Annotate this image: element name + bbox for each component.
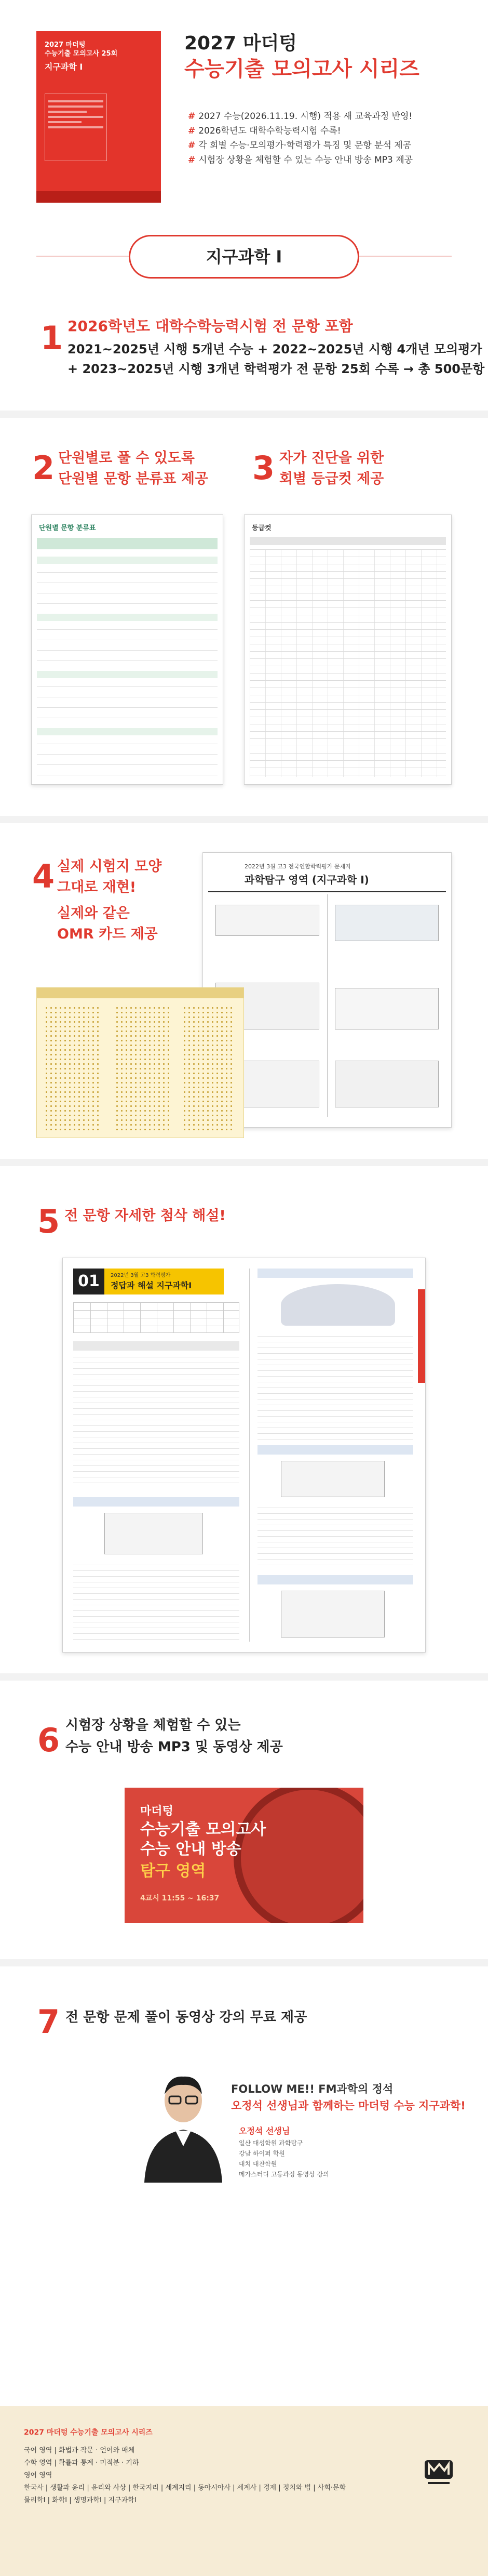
video-brand: 마더텅 [140, 1805, 173, 1818]
footer-line: 수학 영역 | 확률과 통계 · 미적분 · 기하 [24, 2459, 139, 2467]
section-3-number: 3 [252, 449, 275, 487]
section-2-number: 2 [32, 449, 55, 487]
answer-title: 정답과 해설 지구과학Ⅰ [111, 1280, 192, 1290]
section-3-line2: 회별 등급컷 제공 [279, 471, 384, 487]
section-1-number: 1 [40, 319, 63, 357]
section-1-title: 2026학년도 대학수학능력시험 전 문항 포함 [67, 318, 353, 335]
section-divider [0, 411, 488, 418]
teacher-career: 강남 하이퍼 학원 [239, 2150, 285, 2157]
section-4-line2: 그대로 재현! [57, 879, 137, 895]
section-4-line3: 실제와 같은 [57, 905, 130, 921]
teacher-career: 대치 대찬학원 [239, 2160, 277, 2168]
cover-line2: 수능기출 모의고사 25회 [45, 50, 118, 58]
section-divider [0, 1159, 488, 1166]
section-1-line3: + 2023~2025년 시행 3개년 학력평가 전 문항 25회 수록 → 총 500문항 [67, 362, 485, 376]
section-4-number: 4 [32, 857, 55, 895]
video-line2: 수능 안내 방송 [140, 1840, 241, 1858]
follow-line2: 오정석 선생님과 함께하는 마더텅 수능 지구과학! [231, 2099, 466, 2112]
answer-header: 2022년 3월 고3 학력평가 [111, 1273, 171, 1278]
footer-line: 물리학Ⅰ | 화학Ⅰ | 생명과학Ⅰ | 지구과학Ⅰ [24, 2496, 137, 2504]
teacher-photo [139, 2068, 227, 2183]
unit-table-title: 단원별 문항 분류표 [39, 524, 96, 532]
section-5-title: 전 문항 자세한 첨삭 해설! [64, 1208, 226, 1224]
footer-title: 2027 마더텅 수능기출 모의고사 시리즈 [24, 2428, 153, 2437]
section-5-number: 5 [37, 1203, 60, 1240]
section-7-number: 7 [37, 2003, 60, 2041]
exam-paper-header: 2022년 3월 고3 전국연합학력평가 문제지 [245, 863, 351, 870]
section-2-line2: 단원별 문항 분류표 제공 [58, 471, 209, 487]
clock-icon [234, 1788, 363, 1923]
footer-line: 영어 영역 [24, 2472, 52, 2479]
series-title-line1: 2027 마더텅 [184, 33, 297, 54]
section-7-title: 전 문항 문제 풀이 동영상 강의 무료 제공 [65, 2010, 307, 2025]
video-time: 4교시 11:55 ~ 16:37 [140, 1894, 220, 1903]
section-6-line1: 시험장 상황을 체험할 수 있는 [65, 1718, 241, 1733]
cover-subject: 지구과학 Ⅰ [45, 62, 83, 72]
video-line3: 탐구 영역 [140, 1862, 206, 1880]
header-bullet: # 2026학년도 대학수학능력시험 수록! [188, 126, 341, 136]
section-6-number: 6 [37, 1721, 60, 1759]
section-4-line1: 실제 시험지 모양 [57, 858, 162, 875]
header-bullet: # 2027 수능(2026.11.19. 시행) 적용 새 교육과정 반영! [188, 111, 413, 122]
exam-paper-title: 과학탐구 영역 (지구과학 Ⅰ) [245, 874, 369, 886]
unit-table-panel [31, 514, 223, 785]
section-2-line1: 단원별로 풀 수 있도록 [58, 450, 195, 466]
section-divider [0, 1959, 488, 1966]
footer-line: 국어 영역 | 화법과 작문 · 언어와 매체 [24, 2447, 135, 2454]
section-6-line2: 수능 안내 방송 MP3 및 동영상 제공 [65, 1739, 283, 1755]
footer-line: 한국사 | 생활과 윤리 | 윤리와 사상 | 한국지리 | 세계지리 | 동아시아사 | 세계사 | 경제 | 정치와 법 | 사회·문화 [24, 2484, 346, 2492]
broadcast-video-thumbnail[interactable] [125, 1788, 363, 1923]
grade-cut-panel [244, 514, 452, 785]
follow-line1: FOLLOW ME!! FM과학의 정석 [231, 2083, 394, 2095]
teacher-career: 메가스터디 고등과정 동영상 강의 [239, 2171, 329, 2178]
book-cover [36, 31, 161, 203]
section-divider [0, 1673, 488, 1681]
omr-card-mock [36, 987, 244, 1138]
header-bullet: # 시험장 상황을 체험할 수 있는 수능 안내 방송 MP3 제공 [188, 155, 413, 165]
section-1-line2: 2021~2025년 시행 5개년 수능 + 2022~2025년 시행 4개년 모의평가 [67, 342, 482, 356]
teacher-career: 일산 대성학원 과학탐구 [239, 2139, 303, 2147]
section-divider [0, 816, 488, 823]
publisher-logo-icon [421, 2453, 457, 2489]
answer-number-badge: 01 [73, 1269, 104, 1294]
cover-bottom-bar [36, 191, 161, 203]
series-footer [0, 2406, 488, 2576]
grade-cut-title: 등급컷 [252, 524, 272, 532]
section-3-line1: 자가 진단을 위한 [279, 450, 384, 466]
header-bullet: # 각 회별 수능·모의평가·학력평가 특징 및 문항 분석 제공 [188, 140, 412, 151]
section-4-line4: OMR 카드 제공 [57, 926, 158, 942]
series-title-line2: 수능기출 모의고사 시리즈 [184, 57, 419, 81]
teacher-name: 오정석 선생님 [239, 2126, 290, 2136]
cover-inner-box [45, 94, 107, 161]
cover-line1: 2027 마더텅 [45, 41, 86, 49]
answer-explanation-mock [62, 1258, 426, 1653]
subject-pill: 지구과학 Ⅰ [129, 235, 359, 279]
video-line1: 수능기출 모의고사 [140, 1820, 266, 1839]
